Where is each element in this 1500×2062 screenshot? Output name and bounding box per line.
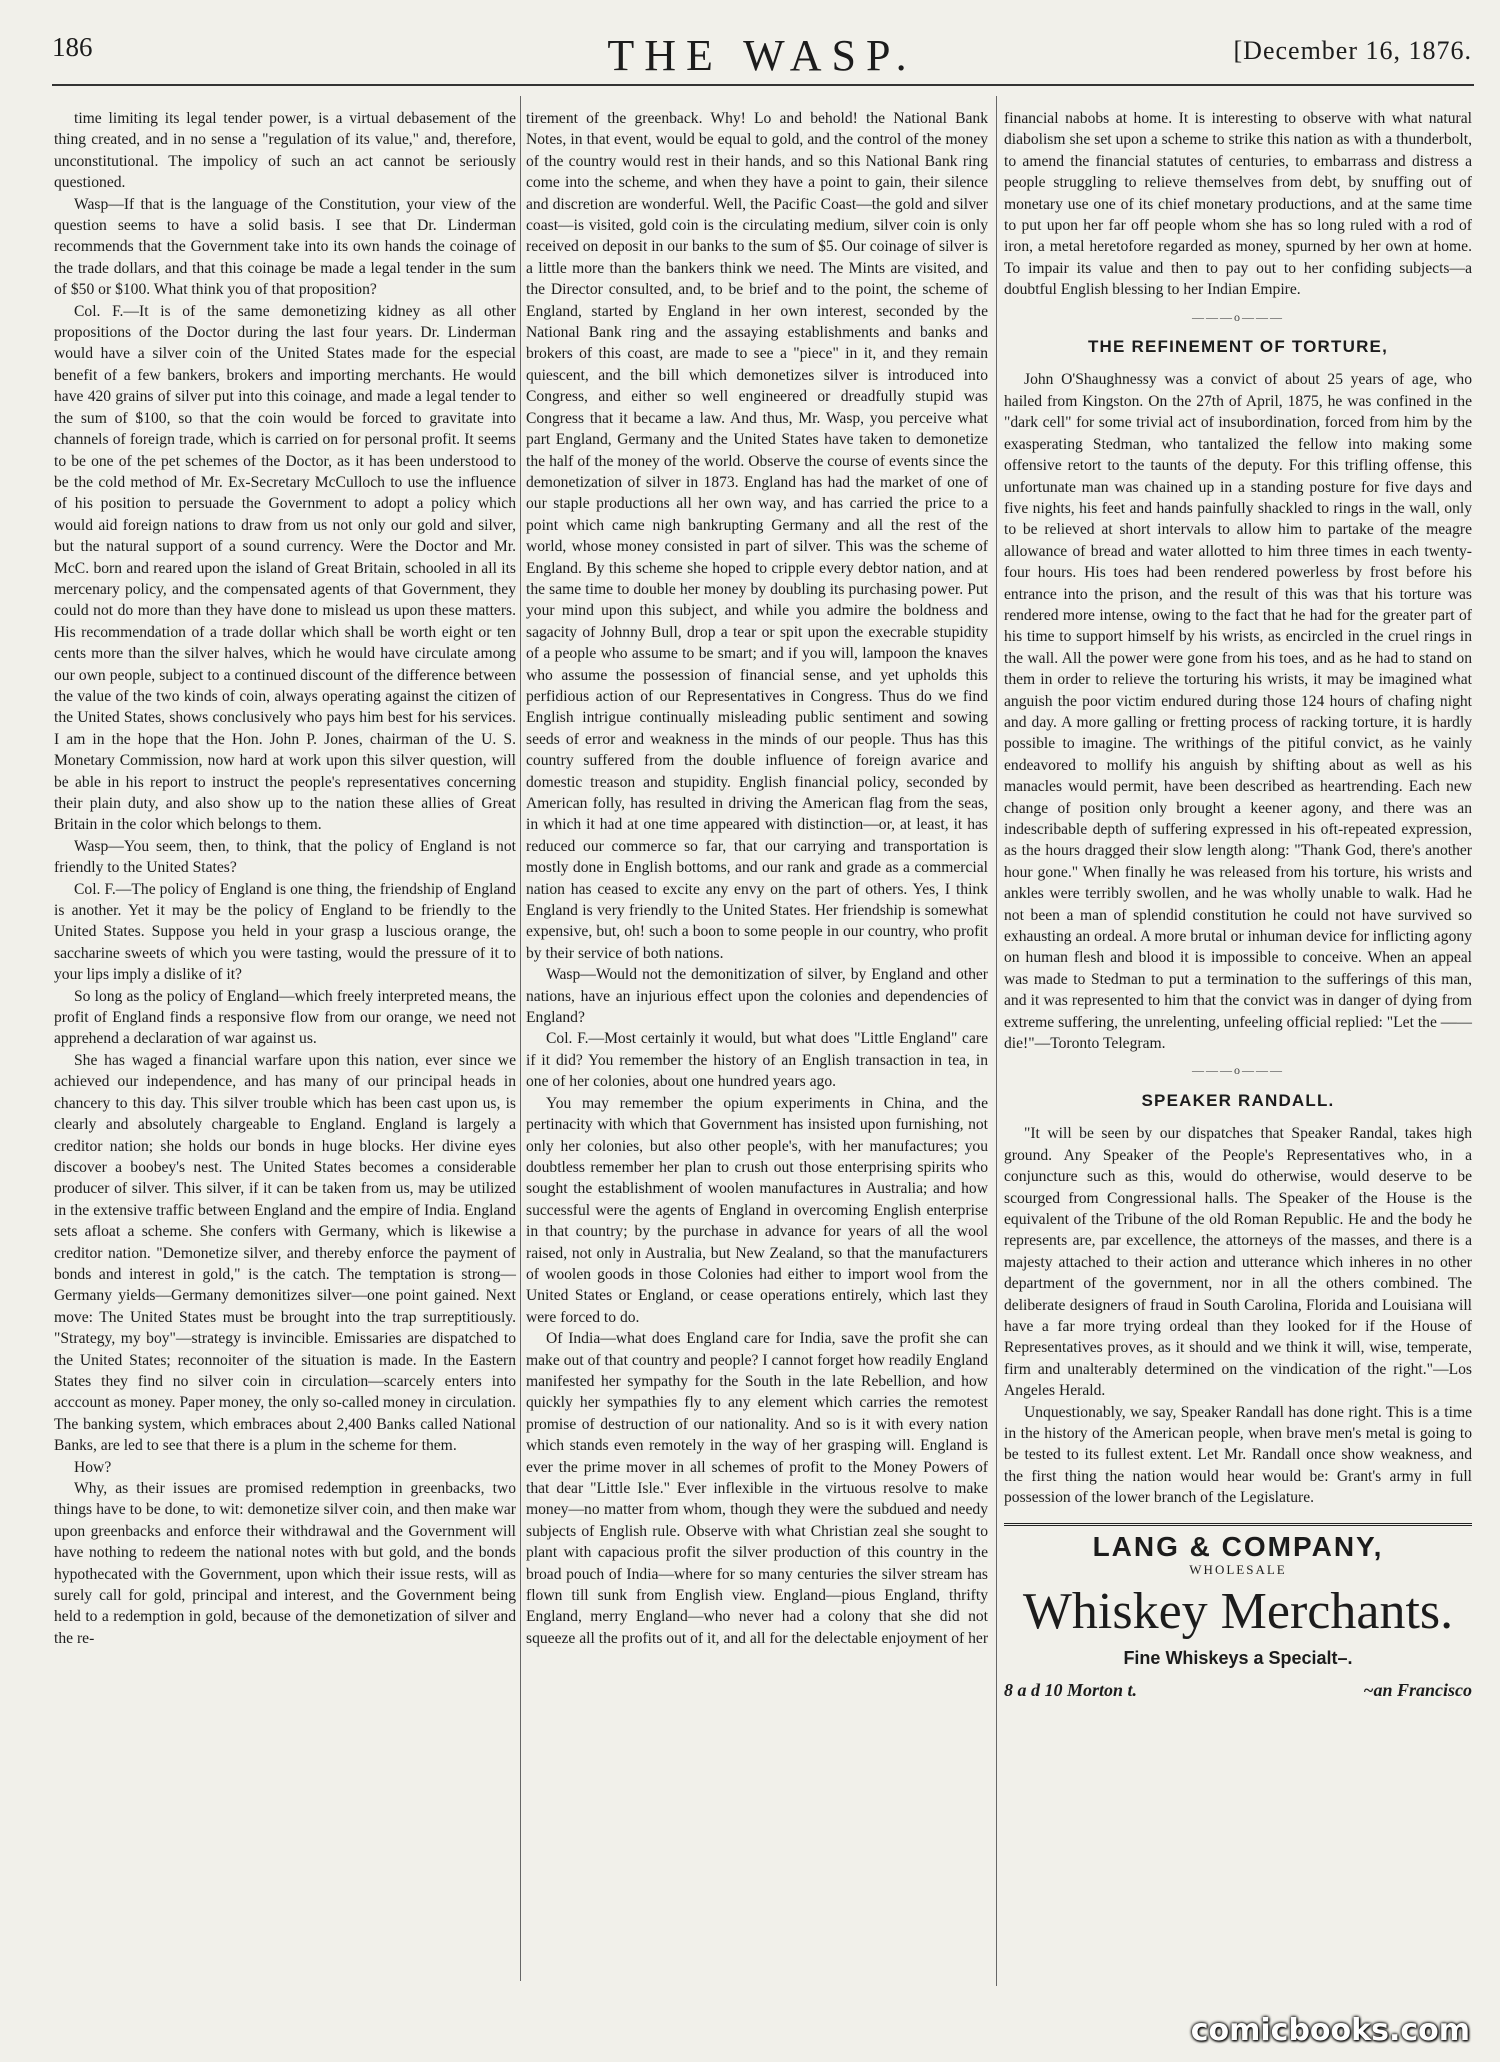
column-2 [526,108,988,1988]
section-ornament: ———o——— [1192,309,1284,324]
masthead: THE WASP. [607,31,917,80]
column-divider [520,96,521,1981]
paragraph: time limiting its legal tender power, is a virtual debasement of the thing created, and in no sense a "regulation of its value," and, therefore, unconstitutional. The impolicy of such an act cannot be seriously questioned. [54,110,516,192]
paragraph: Col. F.—It is of the same demonetizing kidney as all other propositions of the Doctor during the last four years. Dr. Linderman would have a silver coin of the United States made for the especial benefit of a few bankers, brokers and importing merchants. He would have 420 grains of silver put into this coinage, and made a legal tender to the sum of $100, so that the coin would be forced to gravitate into channels of foreign trade, which is carried on for personal profit. It seems to be one of the pet schemes of the Doctor, as it has been understood to be the cold method of Mr. Ex-Secretary McCulloch to use the influence of his position to persuade the Government to adopt a policy which would aid foreign nations to draw from us not only our gold and silver, but the natural support of a sound currency. Were the Doctor and Mr. McC. born and reared upon the island of Great Britain, schooled in all its mercenary policy, and the compensated agents of that Government, they could not do more than they have done to mislead us upon these matters. His recommendation of a trade dollar which shall be worth eight or ten cents more than the silver halves, which he would have circulate among our own people, subject to a continued discount of the difference between the value of the two kinds of coin, always operating against the citizen of the United States, shows conclusively who pays him best for his services. I am in the hope that the Hon. John P. Jones, chairman of the U. S. Monetary Commission, now hard at work upon this silver question, will be able in his report to instruct the people's representatives concerning their plain duty, and also show up to the nation these allies of Great Britain in the color which belongs to them. [54,302,516,834]
paragraph: How? [74,1458,112,1476]
paragraph: Col. F.—The policy of England is one thing, the friendship of England is another. Yet it may be the policy of England to be friendly to the United States. Suppose you held in your grasp a luscious orange, the saccharine sweets of which you were tasting, would the pressure of it to your lips imply a dislike of it? [54,880,516,984]
paragraph: financial nabobs at home. It is interesting to observe with what natural diabolism she set upon a scheme to strike this nation as with a thunderbolt, to amend the financial statutes of centuries, to embarrass and distress a people struggling to relieve themselves from debt, by snuffing out of monetary use one of its chief monetary productions, and at the same time to put upon her far off people whom she has so long ruled with a rod of iron, a metal heretofore regarded as money, spurned by her own at home. To impair its value and then to pay out to her confiding subjects—a doubtful English blessing to her Indian Empire. [1004,110,1472,299]
advertisement-rule [1004,1523,1472,1526]
paragraph: So long as the policy of England—which freely interpreted means, the profit of England finds a responsive flow from our orange, we need not apprehend a declaration of war against us. [54,987,516,1048]
paragraph: "It will be seen by our dispatches that Speaker Randal, takes high ground. Any Speaker of the People's Representatives who, in a conjuncture such as this, would do otherwise, would deserve to be scourged from Congressional halls. The Speaker of the House is the equivalent of the Tribune of the old Roman Republic. He and the body he represents are, par excellence, the attorneys of the masses, and there is a majesty attached to their action and utterance which inheres in no other department of the government, nor in all the others combined. The deliberate designers of fraud in South Carolina, Florida and Louisiana will have a far more trying ordeal than they looked for if the House of Representatives proves, as it should and we think it will, wise, temperate, firm and unalterably determined on the vindication of the right."—Los Angeles Herald. [1004,1125,1472,1400]
paragraph: John O'Shaughnessy was a convict of about 25 years of age, who hailed from Kingston. On the 27th of April, 1875, he was confined in the "dark cell" for some trivial act of insubordination, forced from him by the exasperating Stedman, who tantalized the fellow into making some offensive retort to the taunts of the deputy. For this trifling offense, this unfortunate man was chained up in a standing posture for five days and five nights, his feet and hands painfully shackled to rings in the wall, only to be relieved at short intervals to allow him to partake of the meagre allowance of bread and water allotted to him three times in each twenty-four hours. His toes had been rendered powerless by frost before his entrance into the prison, and the result of this was that his torture was rendered more intense, owing to the fact that he had for the greater part of his time to support himself by his wrists, as encircled in the cruel rings in the wall. All the power were gone from his toes, and as he had to stand on them in order to relieve the torturing his wrists, it may be imagined what anguish the poor victim endured during those 124 hours of chafing night and day. A more galling or fretting process of racking torture, it is hardly possible to imagine. The writhings of the pitiful convict, as he vainly endeavored to mollify his anguish by shifting about as well as his manacles would permit, have been described as heartrending. Each new change of position only brought a keener agony, and there was an indescribable depth of suffering expressed in his oft-repeated expression, as the hours dragged their slow length along: "Thank God, there's another hour gone." When finally he was released from his torture, his wrists and ankles were terribly swollen, and he was wholly unable to walk. Had he not been a man of splendid constitution he could not have survived so exhausting an ordeal. A more brutal or inhuman device for inflicting agony on human flesh and blood it is impossible to conceive. When an appeal was made to Stedman to put a termination to the sufferings of this man, and it was represented to him that the convict was in danger of dying from extreme suffering, the unrelenting, unfeeling official replied: "Let the —— die!"—Toronto Telegram. [1004,371,1472,1053]
paragraph: Wasp—You seem, then, to think, that the policy of England is not friendly to the United States? [54,837,516,877]
paragraph: Why, as their issues are promised redemption in greenbacks, two things have to be done, to wit: demonetize silver coin, and then make war upon greenbacks and enforce their withdrawal and the Government will have nothing to redeem the national notes with but gold, and the bonds hypothecated with the Government, upon which their issue rests, will as surely call for gold, principal and interest, and the Government being held to a redemption in gold, because of the demonetization of silver and the re- [54,1480,516,1647]
paragraph: Of India—what does England care for India, save the profit she can make out of that country and people? I cannot forget how readily England manifested her sympathy for the South in the late Rebellion, and how quickly her sympathies fly to any element which carries the remotest promise of destruction of our nationality. And so is it with every nation which stands even remotely in the way of her grasping will. England is ever the prime mover in all schemes of profit to the Money Powers of that dear "Little Isle." Ever inflexible in the virtuous resolve to make money—no matter from whom, though they were the subdued and needy subjects of English rule. Observe with what Christian zeal she sought to plant with capacious profit the silver production of this country in the broad pouch of India—where for so many centuries the silver stream has flown till sunk from English view. England—pious England, thrifty England, merry England—who never had a colony that she did not squeeze all the profits out of it, and all for the delectable enjoyment of her [526,1330,989,1647]
header-rule [52,84,1474,86]
section-ornament: ———o——— [1192,1063,1284,1078]
advertiser-name: LANG & COMPANY, [1092,1530,1384,1562]
address-street: 8 a d 10 Morton t. [1004,1679,1138,1700]
column-3 [1004,108,1472,2008]
column-divider [996,96,997,1986]
paragraph: She has waged a financial warfare upon this nation, ever since we achieved our independence, and has many of our principal heads in chancery to this day. This silver trouble which has been cast upon us, is clearly and absolutely chargeable to England. England is largely a creditor nation; she holds our bonds in huge blocks. Her divine eyes discover a boobey's nest. The United States becomes a considerable producer of silver. This silver, if it can be taken from us, may be utilized in the extensive traffic between England and the empire of India. England sets afloat a scheme. She confers with Germany, which is likewise a creditor nation. "Demonetize silver, and thereby enforce the payment of bonds and interest in gold," is the catch. The temptation is strong—Germany yields—Germany demonitizes silver—one point gained. Next move: The United States must be brought into the trap surreptitiously. "Strategy, my boy"—strategy is invincible. Emissaries are dispatched to the United States; reconnoiter of the situation is made. In the Eastern States they find no silver coin in circulation—scarcely enters into acccount as money. Paper money, the only so-called money in circulation. The banking system, which embraces about 2,400 Banks called National Banks, are led to see that there is a plum in the scheme for them. [54,1051,516,1455]
paragraph: tirement of the greenback. Why! Lo and behold! the National Bank Notes, in that event, would be equal to gold, and the control of the money of the country would rest in their hands, and so this National Bank ring come into the scheme, and when they have a point to gain, their silence and discretion are wonderful. Well, the Pacific Coast—the gold and silver coast—is visited, gold coin is the circulating medium, silver coin is only received on deposit in our banks to the sum of $5. Our coinage of silver is a little more than the bankers think we need. The Mints are visited, and the Director consulted, and, to be brief and to the point, the scheme of England, started by England in her own interest, seconded by the National Bank ring and the assaying establishments and banks and brokers of this coast, are made to see a "piece" in it, and they remain quiescent, and the bill which demonetizes silver is introduced into Congress, and either so well engineered or dreadfully stupid was Congress that it became a law. And thus, Mr. Wasp, you perceive what part England, Germany and the United States have taken to demonetize the half of the money of the world. Observe the course of events since the demonetization of silver in 1873. England has had the market of one of our staple productions all her own way, and has carried the price to a point which came nigh bankrupting Germany and all the rest of the world, whose money consisted in part of silver. This was the scheme of England. By this scheme she hoped to cripple every debtor nation, and at the same time to double her money by doubling its purchasing power. Put your mind upon this subject, and while you admire the boldness and sagacity of Johnny Bull, drop a tear or spit upon the execrable stupidity of a people who assume to be smart; and if you will, lampoon the knaves who assume the possession of financial sense, and yet upholds this perfidious action of our Representatives in Congress. Thus do we find English intrigue continually misleading public sentiment and sowing seeds of error and weakness in the minds of our people. Thus has this country suffered from the double influence of foreign avarice and domestic treason and stupidity. English financial policy, seconded by American folly, has resulted in driving the American flag from the seas, in which it had at one time appeared with distinction—or, at least, it has reduced our commerce so far, that our carrying and transportation is mostly done in English bottoms, and our rank and grade as a commercial nation has ceased to excite any envy on the part of others. Yes, I think England is very friendly to the United States. Her friendship is somewhat expensive, but, oh! such a boon to some people in our country, who profit by their service of both nations. [526,110,988,962]
page-header [52,30,1472,80]
paragraph: Col. F.—Most certainly it would, but what does "Little England" care if it did? You remember the history of an English transaction in tea, in one of her colonies, about one hundred years ago. [526,1030,988,1091]
article-heading-randall: SPEAKER RANDALL. [1141,1090,1335,1110]
advertiser-address [1004,1680,1472,1701]
advertiser-specialty: Fine Whiskeys a Specialt–. [1123,1648,1353,1669]
column-1 [54,108,516,1988]
address-city: ~an Francisco [1363,1679,1472,1700]
paragraph: You may remember the opium experiments in China, and the pertinacity with which that Government has insisted upon furnishing, not only her colonies, but also other people's, with her manufactures; you doubtless remember her plan to crush out those enterprising spirits who sought the establishment of woolen manufactures in Australia; and how successful were the agents of England in overcoming English enterprise in that country; by the purchase in advance for years of all the wool raised, not only in Australia, but New Zealand, so that the manufacturers of woolen goods in those Colonies had either to import wool from the United States or England, or cease operations entirely, which last they were forced to do. [526,1094,988,1326]
paragraph: Wasp—Would not the demonitization of silver, by England and other nations, have an injurious effect upon the colonies and dependencies of England? [526,966,988,1027]
page-number: 186 [52,32,93,62]
paragraph: Wasp—If that is the language of the Constitution, your view of the question seems to have a solid basis. I see that Dr. Linderman recommends that the Government take into its own hands the coinage of the trade dollars, and that this coinage be made a legal tender in the sum of $50 or $100. What think you of that proposition? [54,195,516,299]
advertisement [1004,1530,1472,1702]
advertiser-subtitle: WHOLESALE [1189,1562,1287,1577]
article-heading-torture: THE REFINEMENT OF TORTURE, [1087,337,1389,357]
issue-date: [December 16, 1876. [1233,36,1472,65]
watermark: comicbooks.com [1190,2013,1470,2048]
advertiser-trade: Whiskey Merchants. [1022,1583,1454,1641]
paragraph: Unquestionably, we say, Speaker Randall has done right. This is a time in the history of the American people, when brave men's metal is going to be tested to its fullest extent. Let Mr. Randall once show weakness, and the first thing the nation would hear would be: Grant's army in full possession of the lower branch of the Legislature. [1004,1403,1472,1507]
